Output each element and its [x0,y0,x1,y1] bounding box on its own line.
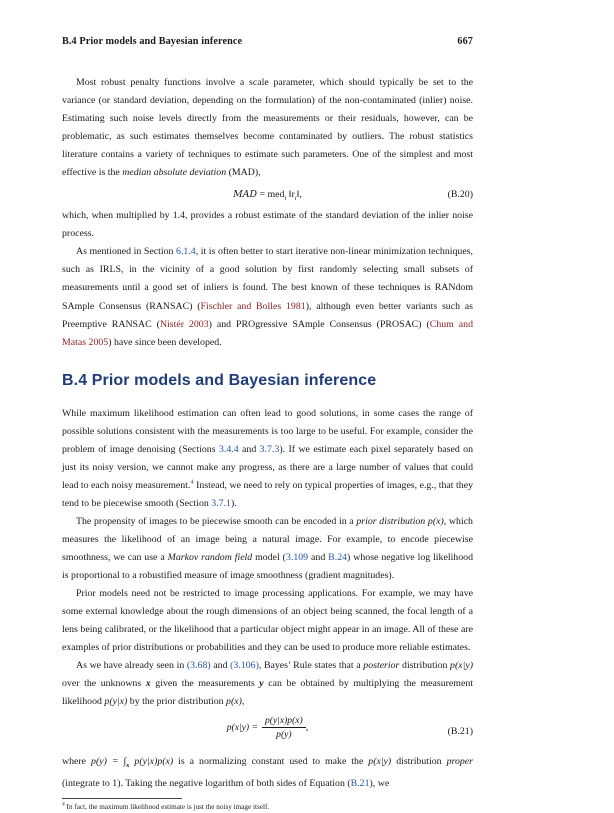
paragraph: which, when multiplied by 1.4, provides a robust estimate of the standard deviation of the inlier noise process. [62,210,473,240]
equation-b20: MAD = med$_i$ $‖r_i‖$, (B.20) [62,184,473,206]
running-header [62,36,473,47]
paragraph: Most robust penalty functions involve a scale parameter, which should typically be set to the variance (or standard deviation, depending on the formulation) of the non-contaminated (inlier) noise. Estimating such noise levels directly from the measurements or their residuals, however, can be problematic, as such estimates themselves become contaminated by outliers. The robust statistics literature contains a variety of techniques to estimate such parameters. One of the simplest and most effective is the median absolute deviation (MAD), [62,77,473,179]
equation-b21: p(x|y) = $\frac{p(y|x)p(x)}{p(y)}$ , (B.21) [226,715,473,741]
equation-link[interactable]: 3.109 [285,552,309,564]
citation-link[interactable]: Nistér 2003 [159,318,209,330]
header-section-title: B.4 Prior models and Bayesian inference [62,36,243,47]
section-link[interactable]: 3.7.3 [259,443,280,455]
footnote-divider [62,798,182,799]
section-link[interactable]: 3.7.1 [211,497,231,509]
section-link[interactable]: 6.1.4 [176,246,196,258]
header-page-number: 667 [457,36,473,47]
paragraph: where $p(y) = \int_x$ p(y|x)p(x) is a normalizing constant used to make the p(x|y) distribution proper (integrate to 1). Taking the negative logarithm of both sides of Equation (B.21), we [62,756,473,790]
body-text [62,74,473,813]
paragraph: As mentioned in Section 6.1.4, it is often better to start iterative non-linear minimization techniques, such as IRLS, in the vicinity of a good solution by first randomly selecting small subsets of measurements until a good set of inliers is found. The best known of these techniques is RANdom SAmple Consensus (RANSAC) (Fischler and Bolles 1981), although even better variants such as Preemptive RANSAC (Nistér 2003) and PROgressive SAmple Consensus (PROSAC) (Chum and Matas 2005) have since been developed. [62,246,474,348]
paragraph: As we have already seen in (3.68) and (3.106), Bayes’ Rule states that a posterior distribution p(x|y) over the unknowns x given the measurements y can be obtained by multiplying the measurement likelihood p(y|x) by the prior distribution p(x), [62,660,473,708]
equation-link[interactable]: (3.106) [230,660,259,672]
footnote-marker[interactable]: 4 [190,478,194,486]
citation-link[interactable]: Fischler and Bolles 1981 [200,300,306,312]
page [62,36,473,813]
section-heading: B.4 Prior models and Bayesian inference [62,371,377,389]
section-link[interactable]: 3.4.4 [218,443,239,455]
paragraph: While maximum likelihood estimation can often lead to good solutions, in some cases the range of possible solutions consistent with the measurements is too large to be useful. For example, consider the problem of image denoising (Sections 3.4.4 and 3.7.3). If we estimate each pixel separately based on just its noisy version, we cannot make any progress, as there are a large number of values that could lead to each noisy measurement.$^4$ Instead, we need to rely on typical properties of images, e.g., that they tend to be piecewise smooth (Section 3.7.1). [62,407,473,509]
equation-number: (B.20) [447,189,473,201]
footnote: $^4$ In fact, the maximum likelihood estimate is just the noisy image itself. [62,801,270,811]
equation-link[interactable]: B.21 [350,778,370,790]
citation-link[interactable]: Chum and Matas 2005 [62,318,473,348]
equation-number: (B.21) [447,726,473,738]
paragraph: Prior models need not be restricted to image processing applications. For example, we may have some external knowledge about the rough dimensions of an object being scanned, the focal length of a lens being calibrated, or the likelihood that a particular object might appear in an image. All of these are examples of prior distributions or probabilities and they can be used to produce more reliable estimates. [62,588,473,654]
paragraph: The propensity of images to be piecewise smooth can be encoded in a prior distribution p(x), which measures the likelihood of an image being a natural image. For example, to encode piecewise smoothness, we can use a Markov random field model (3.109 and B.24) whose negative log likelihood is proportional to a robustified measure of image smoothness (gradient magnitudes). [62,515,473,582]
equation-link[interactable]: B.24 [328,552,348,564]
equation-link[interactable]: (3.68) [186,660,211,672]
